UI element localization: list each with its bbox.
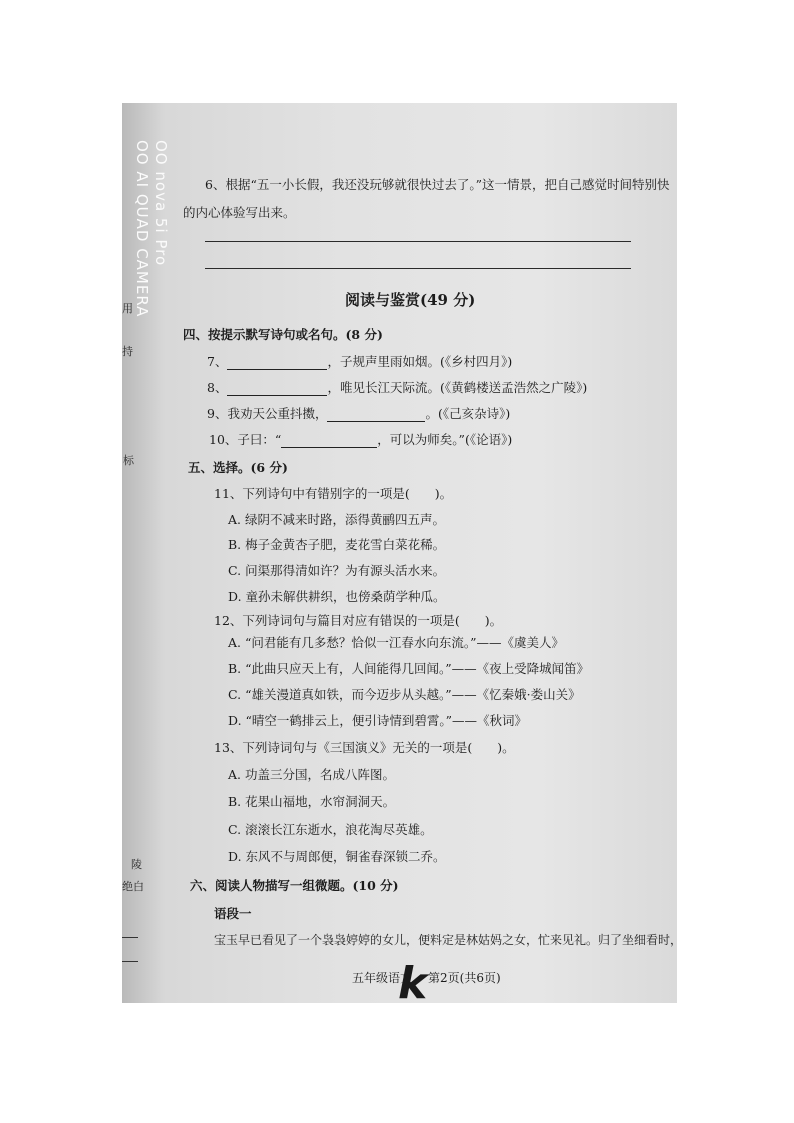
- q11-option-c[interactable]: C. 问渠那得清如许？为有源头活水来。: [228, 563, 446, 578]
- fill-blank[interactable]: [227, 356, 327, 370]
- q13-option-d[interactable]: D. 东风不与周郎便，铜雀春深锁二乔。: [228, 849, 446, 864]
- fill-blank[interactable]: [281, 434, 377, 448]
- footer-page: 第2页(共6页): [428, 971, 501, 985]
- q6-line-2: 的内心体验写出来。: [183, 205, 296, 220]
- watermark-line-1: OO nova 5i Pro: [152, 140, 170, 267]
- question-13-stem: 13、下列诗词句与《三国演义》无关的一项是( )。: [214, 740, 515, 755]
- camera-watermark: [132, 140, 170, 317]
- edge-char: 持: [122, 345, 133, 358]
- q12-option-b[interactable]: B. “此曲只应天上有，人间能得几回闻。”——《夜上受降城闻笛》: [228, 661, 590, 676]
- q6-line-1: 6、根据“五一小长假，我还没玩够就很快过去了。”这一情景，把自己感觉时间特别快: [205, 177, 670, 192]
- edge-char: 绝白: [122, 880, 144, 893]
- edge-char: 陵: [131, 858, 142, 871]
- section-5-heading: 五、选择。(6 分): [188, 460, 288, 475]
- q13-option-c[interactable]: C. 滚滚长江东逝水，浪花淘尽英雄。: [228, 822, 433, 837]
- section-title: 阅读与鉴赏(49 分): [345, 291, 476, 309]
- answer-line: [205, 241, 631, 242]
- q13-option-b[interactable]: B. 花果山福地，水帘洞洞天。: [228, 794, 396, 809]
- question-7: 7、 ，子规声里雨如烟。(《乡村四月》): [207, 354, 513, 369]
- q12-option-a[interactable]: A. “问君能有几多愁？恰似一江春水向东流。”——《虞美人》: [228, 635, 565, 650]
- passage-subtitle: 语段一: [214, 906, 252, 921]
- question-9: 9、我劝天公重抖擞， 。(《己亥杂诗》): [207, 406, 511, 421]
- passage-text: 宝玉早已看见了一个袅袅婷婷的女儿，便料定是林姑妈之女，忙来见礼。归了坐细看时，: [214, 933, 683, 947]
- q12-option-c[interactable]: C. “雄关漫道真如铁，而今迈步从头越。”——《忆秦娥·娄山关》: [228, 687, 581, 702]
- q13-option-a[interactable]: A. 功盖三分国，名成八阵图。: [228, 767, 395, 782]
- edge-line: [122, 961, 138, 962]
- edge-char: 用: [122, 302, 133, 315]
- q11-option-b[interactable]: B. 梅子金黄杏子肥，麦花雪白菜花稀。: [228, 537, 446, 552]
- q12-option-d[interactable]: D. “晴空一鹤排云上，便引诗情到碧霄。”——《秋词》: [228, 713, 528, 728]
- question-11-stem: 11、下列诗句中有错别字的一项是( )。: [214, 486, 453, 501]
- section-6-heading: 六、阅读人物描写一组微题。(10 分): [190, 878, 399, 893]
- question-12-stem: 12、下列诗词句与篇目对应有错误的一项是( )。: [214, 613, 503, 628]
- watermark-line-2: OO AI QUAD CAMERA: [133, 140, 151, 318]
- edge-line: [122, 937, 138, 938]
- q11-option-d[interactable]: D. 童孙未解供耕织，也傍桑荫学种瓜。: [228, 589, 446, 604]
- section-4-heading: 四、按提示默写诗句或名句。(8 分): [183, 327, 383, 342]
- footer-subject: 五年级语文: [352, 971, 413, 985]
- footer-k-logo: k: [398, 958, 428, 1009]
- edge-char: 标: [123, 454, 134, 467]
- fill-blank[interactable]: [227, 382, 327, 396]
- answer-line: [205, 268, 631, 269]
- question-10: 10、子曰：“ ，可以为师矣。”(《论语》): [209, 432, 513, 447]
- fill-blank[interactable]: [327, 408, 425, 422]
- question-8: 8、 ，唯见长江天际流。(《黄鹤楼送孟浩然之广陵》): [207, 380, 588, 395]
- bleed-through-text: [572, 199, 677, 215]
- scanned-page-photo: [122, 103, 677, 1003]
- q11-option-a[interactable]: A. 绿阴不减来时路，添得黄鹂四五声。: [228, 512, 445, 527]
